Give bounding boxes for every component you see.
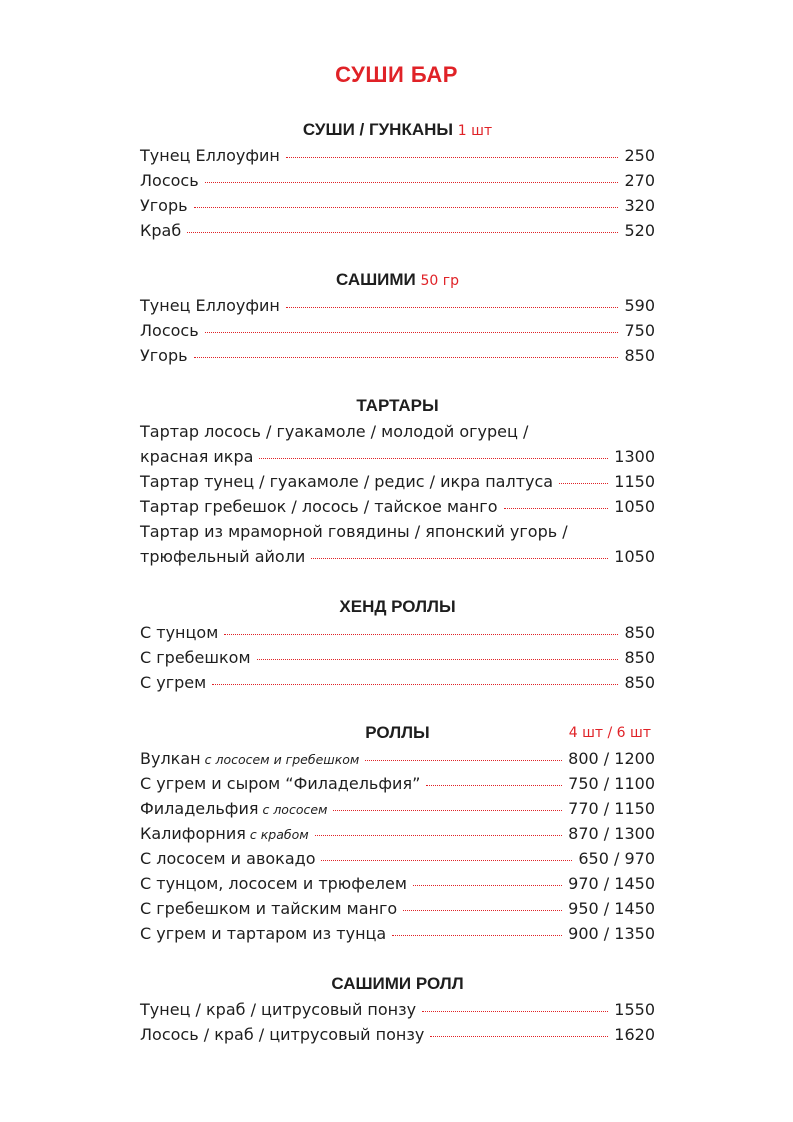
item-name xyxy=(140,746,359,772)
section-heading xyxy=(140,393,655,419)
section-title: РОЛЛЫ xyxy=(365,723,430,742)
section-hand-rolls xyxy=(140,594,655,695)
item-name: С гребешком и тайским манго xyxy=(140,899,398,918)
item-name xyxy=(140,821,309,847)
item-price: 270 xyxy=(624,171,655,190)
dot-leader xyxy=(403,910,562,911)
item-price: 1300 xyxy=(614,447,655,466)
section-heading xyxy=(140,267,655,293)
item-price: 870 / 1300 xyxy=(568,824,655,843)
item-price: 850 xyxy=(624,623,655,642)
item-name: Лосось / краб / цитрусовый понзу xyxy=(140,1025,425,1044)
page-title: СУШИ БАР xyxy=(335,62,458,87)
menu-item xyxy=(140,494,655,519)
item-name: С тунцом, лососем и трюфелем xyxy=(140,874,407,893)
dot-leader xyxy=(413,885,562,886)
item-price: 850 xyxy=(624,648,655,667)
menu-item xyxy=(140,896,655,921)
item-name: Угорь xyxy=(140,346,188,365)
dot-leader xyxy=(430,1036,608,1037)
dot-leader xyxy=(224,634,618,635)
item-description: с лососем xyxy=(262,802,328,817)
section-portion-note: 50 гр xyxy=(420,273,460,289)
item-name: С угрем и тартаром из тунца xyxy=(140,924,387,943)
item-price: 950 / 1450 xyxy=(568,899,655,918)
item-name: Тунец / краб / цитрусовый понзу xyxy=(140,1000,417,1019)
item-description: с крабом xyxy=(249,827,309,842)
item-name: Лосось xyxy=(140,321,199,340)
item-price: 250 xyxy=(624,146,655,165)
dot-leader xyxy=(333,810,562,811)
section-title: САШИМИ РОЛЛ xyxy=(331,974,464,993)
item-name: С тунцом xyxy=(140,623,219,642)
section-heading xyxy=(140,594,655,620)
item-name: Тунец Еллоуфин xyxy=(140,146,280,165)
section-title: ХЕНД РОЛЛЫ xyxy=(339,597,456,616)
item-price: 1620 xyxy=(614,1025,655,1044)
item-price: 1150 xyxy=(614,472,655,491)
dot-leader xyxy=(194,207,619,208)
item-name xyxy=(140,796,327,822)
dot-leader xyxy=(187,232,618,233)
item-name: красная икра xyxy=(140,447,254,466)
item-price: 1550 xyxy=(614,1000,655,1019)
section-heading xyxy=(140,971,655,997)
item-title: Вулкан xyxy=(140,749,201,768)
menu-item xyxy=(140,846,655,871)
item-price: 900 / 1350 xyxy=(568,924,655,943)
dot-leader xyxy=(205,332,619,333)
item-price: 850 xyxy=(624,673,655,692)
item-name: Угорь xyxy=(140,196,188,215)
item-price: 520 xyxy=(624,221,655,240)
section-tartare xyxy=(140,393,655,569)
item-name: Краб xyxy=(140,221,182,240)
item-price: 850 xyxy=(624,346,655,365)
item-title: Калифорния xyxy=(140,824,246,843)
dot-leader xyxy=(259,458,608,459)
menu-item xyxy=(140,921,655,946)
dot-leader xyxy=(194,357,619,358)
section-title: ТАРТАРЫ xyxy=(356,396,439,415)
item-description: с лососем и гребешком xyxy=(204,752,360,767)
dot-leader xyxy=(205,182,619,183)
menu-item xyxy=(140,444,655,469)
item-name: С угрем и сыром “Филадельфия” xyxy=(140,774,421,793)
item-price: 770 / 1150 xyxy=(568,799,655,818)
item-name: Лосось xyxy=(140,171,199,190)
dot-leader xyxy=(257,659,619,660)
dot-leader xyxy=(365,760,562,761)
dot-leader xyxy=(504,508,609,509)
item-price: 590 xyxy=(624,296,655,315)
item-price: 750 xyxy=(624,321,655,340)
menu-item xyxy=(140,997,655,1022)
item-price: 650 / 970 xyxy=(578,849,655,868)
menu-item xyxy=(140,1022,655,1047)
item-name-line: Тартар лосось / гуакамоле / молодой огурец / xyxy=(140,422,529,441)
section-rolls xyxy=(140,720,655,946)
section-title: СУШИ / ГУНКАНЫ xyxy=(302,120,454,139)
item-name: Тартар тунец / гуакамоле / редис / икра палтуса xyxy=(140,472,554,491)
dot-leader xyxy=(311,558,608,559)
item-name: С гребешком xyxy=(140,648,251,667)
item-name-line: Тартар из мраморной говядины / японский угорь / xyxy=(140,522,568,541)
dot-leader xyxy=(422,1011,608,1012)
menu-item xyxy=(140,218,655,243)
menu-item xyxy=(140,469,655,494)
menu-item xyxy=(140,645,655,670)
item-name: Тартар гребешок / лосось / тайское манго xyxy=(140,497,498,516)
dot-leader xyxy=(559,483,608,484)
item-price: 800 / 1200 xyxy=(568,749,655,768)
dot-leader xyxy=(321,860,572,861)
menu-item xyxy=(140,670,655,695)
dot-leader xyxy=(212,684,618,685)
menu-item xyxy=(140,871,655,896)
menu-item xyxy=(140,746,655,771)
section-sashimi-roll xyxy=(140,971,655,1047)
section-title: САШИМИ xyxy=(335,270,416,289)
section-heading xyxy=(140,720,655,746)
menu-item xyxy=(140,771,655,796)
section-portion-note: 4 шт / 6 шт xyxy=(568,725,651,741)
item-price: 970 / 1450 xyxy=(568,874,655,893)
section-sashimi xyxy=(140,267,655,368)
menu-item xyxy=(140,168,655,193)
dot-leader xyxy=(315,835,562,836)
item-name: С лососем и авокадо xyxy=(140,849,316,868)
dot-leader xyxy=(286,157,619,158)
menu-item xyxy=(140,796,655,821)
item-price: 320 xyxy=(624,196,655,215)
menu-item xyxy=(140,293,655,318)
menu-item xyxy=(140,143,655,168)
menu-item xyxy=(140,193,655,218)
section-heading xyxy=(140,117,655,143)
dot-leader xyxy=(286,307,619,308)
section-sushi xyxy=(140,117,655,243)
dot-leader xyxy=(426,785,562,786)
item-title: Филадельфия xyxy=(140,799,259,818)
menu-item xyxy=(140,318,655,343)
menu-item xyxy=(140,620,655,645)
item-price: 1050 xyxy=(614,547,655,566)
menu-item xyxy=(140,343,655,368)
item-price: 750 / 1100 xyxy=(568,774,655,793)
item-price: 1050 xyxy=(614,497,655,516)
menu-item xyxy=(140,544,655,569)
item-name: трюфельный айоли xyxy=(140,547,306,566)
menu-item xyxy=(140,821,655,846)
item-name: С угрем xyxy=(140,673,207,692)
section-portion-note: 1 шт xyxy=(457,123,493,139)
dot-leader xyxy=(392,935,562,936)
item-name: Тунец Еллоуфин xyxy=(140,296,280,315)
